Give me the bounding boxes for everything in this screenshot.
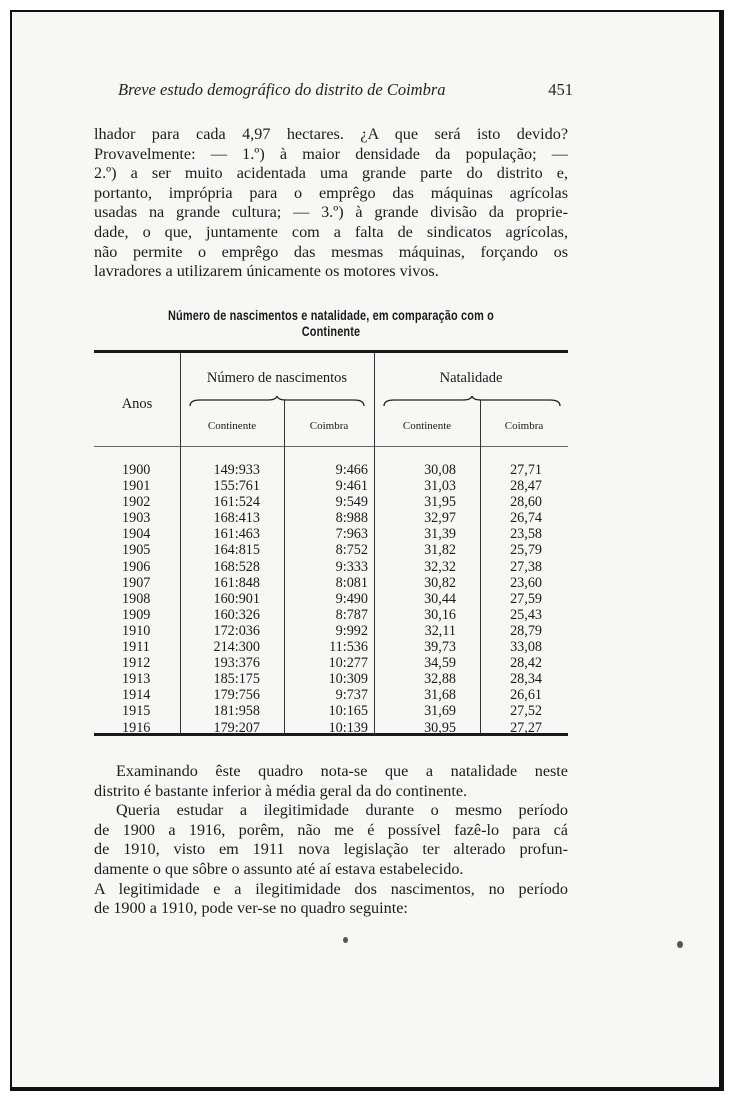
cell-births-coimbra: 8:081 xyxy=(335,574,368,591)
cell-births-continente: 181:958 xyxy=(213,703,260,720)
table-row xyxy=(94,542,568,558)
cell-rate-continente: 30,08 xyxy=(424,462,456,478)
subheader-coimbra: Coimbra xyxy=(309,420,349,432)
cell-rate-coimbra: 25,79 xyxy=(510,542,542,559)
table-title: Número de nascimentos e natalidade, em comparação com o Continente xyxy=(168,307,494,339)
text-line: Provavelmente: — 1.º) à maior densidade da população; — xyxy=(94,144,568,163)
cell-year: 1906 xyxy=(122,558,151,575)
cell-births-coimbra: 9:992 xyxy=(335,622,368,639)
cell-year: 1904 xyxy=(122,526,151,543)
cell-births-continente: 168:413 xyxy=(213,510,260,527)
cell-births-coimbra: 9:737 xyxy=(335,687,368,704)
cell-year: 1905 xyxy=(122,542,151,559)
cell-births-continente: 161:524 xyxy=(213,494,260,511)
cell-year: 1907 xyxy=(122,574,151,591)
table-row xyxy=(94,494,568,510)
header-years: Anos xyxy=(121,396,153,412)
cell-births-coimbra: 8:752 xyxy=(335,542,368,559)
cell-year: 1912 xyxy=(122,655,151,672)
cell-rate-continente: 31,82 xyxy=(424,542,456,559)
text-line: portanto, imprópria para o emprêgo das máquinas agrícolas xyxy=(94,183,568,202)
cell-rate-coimbra: 26,74 xyxy=(510,510,542,527)
cell-births-coimbra: 8:988 xyxy=(335,510,368,527)
cell-year: 1909 xyxy=(122,606,151,623)
cell-births-coimbra: 9:461 xyxy=(335,478,368,495)
cell-year: 1915 xyxy=(122,703,151,720)
cell-year: 1913 xyxy=(122,671,151,688)
text-line: lhador para cada 4,97 hectares. ¿A que será isto devido? xyxy=(94,125,568,143)
table-row xyxy=(94,575,568,591)
table-top-rule xyxy=(94,350,568,353)
cell-rate-coimbra: 27,52 xyxy=(510,703,542,720)
table-row xyxy=(94,526,568,542)
cell-rate-continente: 30,82 xyxy=(424,574,456,591)
table-row xyxy=(94,559,568,575)
cell-rate-continente: 31,95 xyxy=(424,494,456,511)
text-line: não permite o emprêgo das mesmas máquinas, forçando os xyxy=(94,242,568,261)
running-head-title: Breve estudo demográfico do distrito de Coimbra xyxy=(118,80,446,99)
cell-births-coimbra: 10:309 xyxy=(328,671,368,688)
text-line: Examinando êste quadro nota-se que a natalidade neste xyxy=(116,762,568,780)
cell-births-coimbra: 9:490 xyxy=(335,590,368,607)
text-line: de 1910, visto em 1911 nova legislação ter alterado profun- xyxy=(94,840,568,859)
table-row xyxy=(94,510,568,526)
brace-births xyxy=(188,396,366,408)
cell-year: 1916 xyxy=(122,719,151,736)
cell-births-continente: 160:901 xyxy=(213,590,260,607)
cell-births-coimbra: 8:787 xyxy=(335,606,368,623)
cell-rate-coimbra: 28,34 xyxy=(510,671,542,688)
cell-births-coimbra: 9:466 xyxy=(335,462,368,478)
text-line: distrito é bastante inferior à média geral da do continente. xyxy=(94,781,468,800)
header-rate: Natalidade xyxy=(439,370,503,386)
cell-rate-coimbra: 23,58 xyxy=(510,526,542,543)
cell-year: 1903 xyxy=(122,510,151,527)
table-row xyxy=(94,671,568,687)
table-row xyxy=(94,687,568,703)
table-row xyxy=(94,639,568,655)
text-line: lavradores a utilizarem únicamente os motores vivos. xyxy=(94,262,439,281)
cell-rate-coimbra: 27,27 xyxy=(510,719,542,736)
cell-births-continente: 185:175 xyxy=(213,671,260,688)
text-line: 2.º) a ser muito acidentada uma grande parte do distrito e, xyxy=(94,164,568,183)
cell-rate-coimbra: 28,42 xyxy=(510,655,542,672)
cell-births-continente: 179:756 xyxy=(213,687,260,704)
cell-births-continente: 161:463 xyxy=(213,526,260,543)
cell-rate-coimbra: 26,61 xyxy=(510,687,542,704)
cell-rate-continente: 31,39 xyxy=(424,526,456,543)
cell-births-continente: 155:761 xyxy=(213,478,260,495)
text-line: de 1900 a 1916, porêm, não me é possível fazê-lo para cá xyxy=(94,820,568,839)
subheader-continente: Continente xyxy=(207,420,257,432)
table-row xyxy=(94,591,568,607)
cell-rate-continente: 31,03 xyxy=(424,478,456,495)
paragraph-top xyxy=(94,125,568,282)
cell-rate-continente: 34,59 xyxy=(424,655,456,672)
header-rule xyxy=(94,446,568,447)
cell-rate-continente: 32,88 xyxy=(424,671,456,688)
brace-rate xyxy=(382,396,562,408)
cell-births-coimbra: 10:277 xyxy=(328,655,368,672)
cell-births-continente: 164:815 xyxy=(213,542,260,559)
ink-speck xyxy=(343,937,348,943)
cell-births-coimbra: 9:549 xyxy=(335,494,368,511)
cell-births-continente: 214:300 xyxy=(213,639,260,656)
table-row xyxy=(94,478,568,494)
cell-births-coimbra: 9:333 xyxy=(335,558,368,575)
text-line: de 1900 a 1910, pode ver-se no quadro seguinte: xyxy=(94,899,408,918)
text-line: usadas na grande cultura; — 3.º) à grande divisão da proprie- xyxy=(94,203,568,222)
cell-births-continente: 160:326 xyxy=(213,606,260,623)
paragraph-bottom xyxy=(94,762,568,919)
cell-year: 1908 xyxy=(122,590,151,607)
cell-births-coimbra: 11:536 xyxy=(329,639,368,656)
cell-rate-continente: 39,73 xyxy=(424,639,456,656)
table-row xyxy=(94,623,568,639)
subheader-continente: Continente xyxy=(402,420,452,432)
cell-births-coimbra: 10:139 xyxy=(328,719,368,736)
cell-rate-coimbra: 33,08 xyxy=(510,639,542,656)
cell-rate-continente: 30,44 xyxy=(424,590,456,607)
cell-rate-coimbra: 27,71 xyxy=(510,462,542,478)
cell-rate-coimbra: 27,38 xyxy=(510,558,542,575)
cell-births-continente: 179:207 xyxy=(213,719,260,736)
cell-rate-coimbra: 27,59 xyxy=(510,590,542,607)
cell-births-continente: 149:933 xyxy=(213,462,260,478)
cell-year: 1902 xyxy=(122,494,151,511)
cell-rate-continente: 32,11 xyxy=(424,622,456,639)
cell-year: 1914 xyxy=(122,687,151,704)
cell-births-coimbra: 7:963 xyxy=(335,526,368,543)
page-number: 451 xyxy=(548,80,573,99)
table-row xyxy=(94,462,568,478)
cell-rate-continente: 31,69 xyxy=(424,703,456,720)
births-table xyxy=(94,350,568,736)
cell-rate-continente: 32,32 xyxy=(424,558,456,575)
table-body xyxy=(94,462,568,736)
text-line: dade, o que, juntamente com a falta de sindicatos agrícolas, xyxy=(94,222,568,241)
table-row xyxy=(94,720,568,736)
cell-rate-continente: 31,68 xyxy=(424,687,456,704)
cell-rate-coimbra: 28,47 xyxy=(510,478,542,495)
cell-rate-coimbra: 28,60 xyxy=(510,494,542,511)
cell-births-continente: 168:528 xyxy=(213,558,260,575)
cell-year: 1901 xyxy=(122,478,151,495)
text-line: Queria estudar a ilegitimidade durante o mesmo período xyxy=(116,801,568,820)
cell-births-continente: 193:376 xyxy=(213,655,260,672)
cell-rate-coimbra: 23,60 xyxy=(510,574,542,591)
cell-rate-continente: 30,95 xyxy=(424,719,456,736)
cell-rate-coimbra: 25,43 xyxy=(510,606,542,623)
cell-year: 1900 xyxy=(122,462,151,478)
cell-births-continente: 161:848 xyxy=(213,574,260,591)
cell-births-continente: 172:036 xyxy=(213,622,260,639)
cell-rate-continente: 32,97 xyxy=(424,510,456,527)
text-line: damente o que sôbre o assunto até aí estava estabelecido. xyxy=(94,859,464,878)
cell-rate-coimbra: 28,79 xyxy=(510,622,542,639)
cell-births-coimbra: 10:165 xyxy=(328,703,368,720)
cell-year: 1910 xyxy=(122,622,151,639)
ink-speck xyxy=(677,941,683,948)
table-row xyxy=(94,655,568,671)
cell-year: 1911 xyxy=(122,639,150,656)
subheader-coimbra: Coimbra xyxy=(504,420,544,432)
table-row xyxy=(94,607,568,623)
cell-rate-continente: 30,16 xyxy=(424,606,456,623)
header-births: Número de nascimentos xyxy=(206,370,348,386)
text-line: A legitimidade e a ilegitimidade dos nascimentos, no período xyxy=(94,879,568,898)
table-row xyxy=(94,703,568,719)
